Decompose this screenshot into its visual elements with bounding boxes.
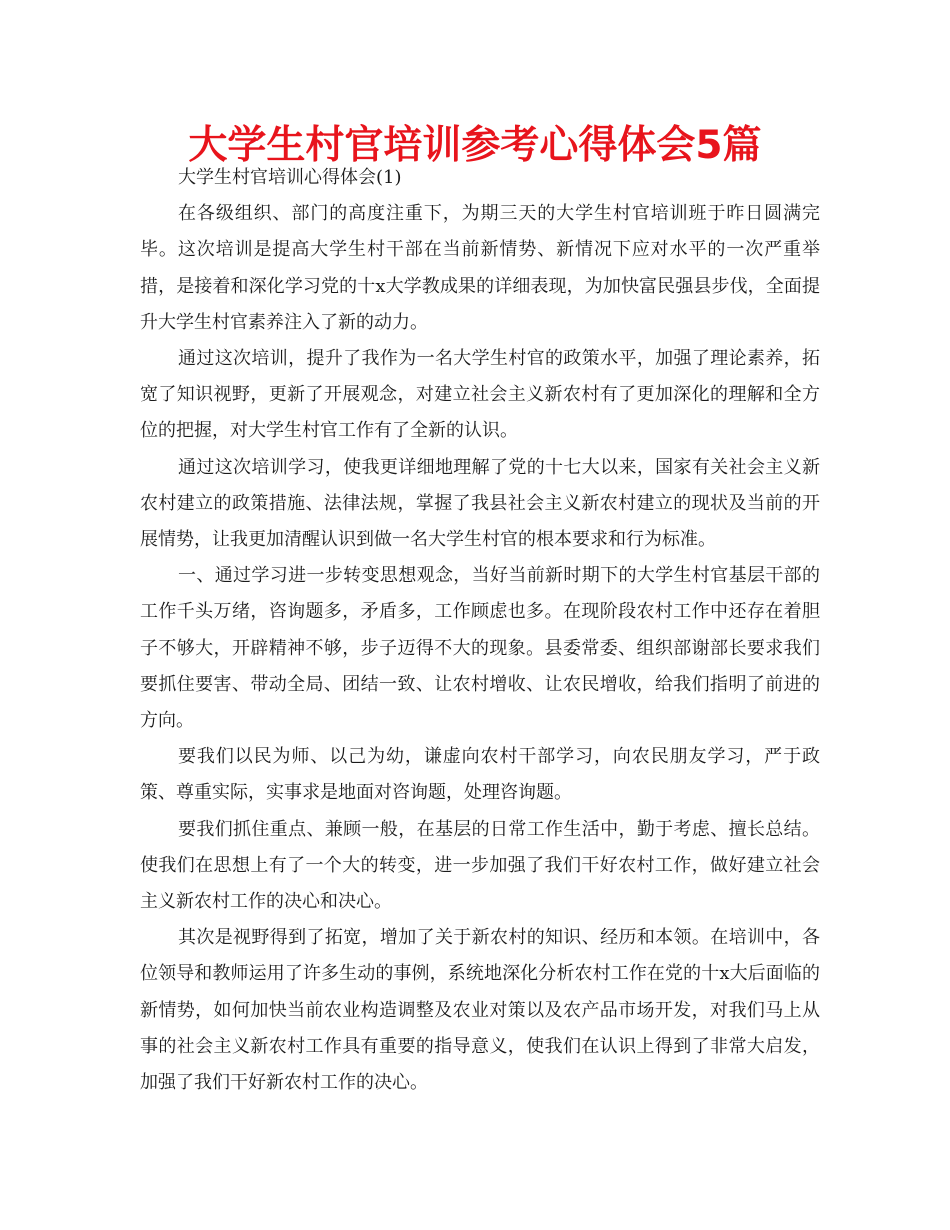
paragraph: 一、通过学习进一步转变思想观念，当好当前新时期下的大学生村官基层干部的工作千头万绪，咨询题多，矛盾多，工作顾虑也多。在现阶段农村工作中还存在着胆子不够大，开辟精神不够，步子迈得不大的现象。县委常委、组织部谢部长要求我们要抓住要害、带动全局、团结一致、让农村增收、让农民增收，给我们指明了前进的方向。 [140, 565, 820, 732]
paragraph: 通过这次培训，提升了我作为一名大学生村官的政策水平，加强了理论素养，拓宽了知识视野，更新了开展观念，对建立社会主义新农村有了更加深化的理解和全方位的把握，对大学生村官工作有了全新的认识。 [140, 348, 820, 442]
paragraph: 在各级组织、部门的高度注重下，为期三天的大学生村官培训班于昨日圆满完毕。这次培训是提高大学生村干部在当前新情势、新情况下应对水平的一次严重举措，是接着和深化学习党的十x大学教成果的详细表现，为加快富民强县步伐，全面提升大学生村官素养注入了新的动力。 [140, 203, 820, 333]
paragraph: 通过这次培训学习，使我更详细地理解了党的十七大以来，国家有关社会主义新农村建立的政策措施、法律法规，掌握了我县社会主义新农村建立的现状及当前的开展情势，让我更加清醒认识到做一名大学生村官的根本要求和行为标准。 [140, 456, 820, 551]
paragraph: 要我们抓住重点、兼顾一般，在基层的日常工作生活中，勤于考虑、擅长总结。使我们在思想上有了一个大的转变，进一步加强了我们干好农村工作，做好建立社会主义新农村工作的决心和决心。 [140, 818, 820, 913]
paragraph: 其次是视野得到了拓宽，增加了关于新农村的知识、经历和本领。在培训中，各位领导和教师运用了许多生动的事例，系统地深化分析农村工作在党的十x大后面临的新情势，如何加快当前农业构造调整及农业对策以及农产品市场开发，对我们马上从事的社会主义新农村工作具有重要的指导意义，使我们在认识上得到了非常大启发，加强了我们干好新农村工作的决心。 [140, 927, 820, 1094]
document-body [140, 160, 820, 1101]
paragraph-heading: 大学生村官培训心得体会(1) [178, 167, 402, 188]
document-title: 大学生村官培训参考心得体会5篇 [188, 123, 762, 168]
paragraph: 要我们以民为师、以己为幼，谦虚向农村干部学习，向农民朋友学习，严于政策、尊重实际，实事求是地面对咨询题，处理咨询题。 [140, 746, 820, 804]
